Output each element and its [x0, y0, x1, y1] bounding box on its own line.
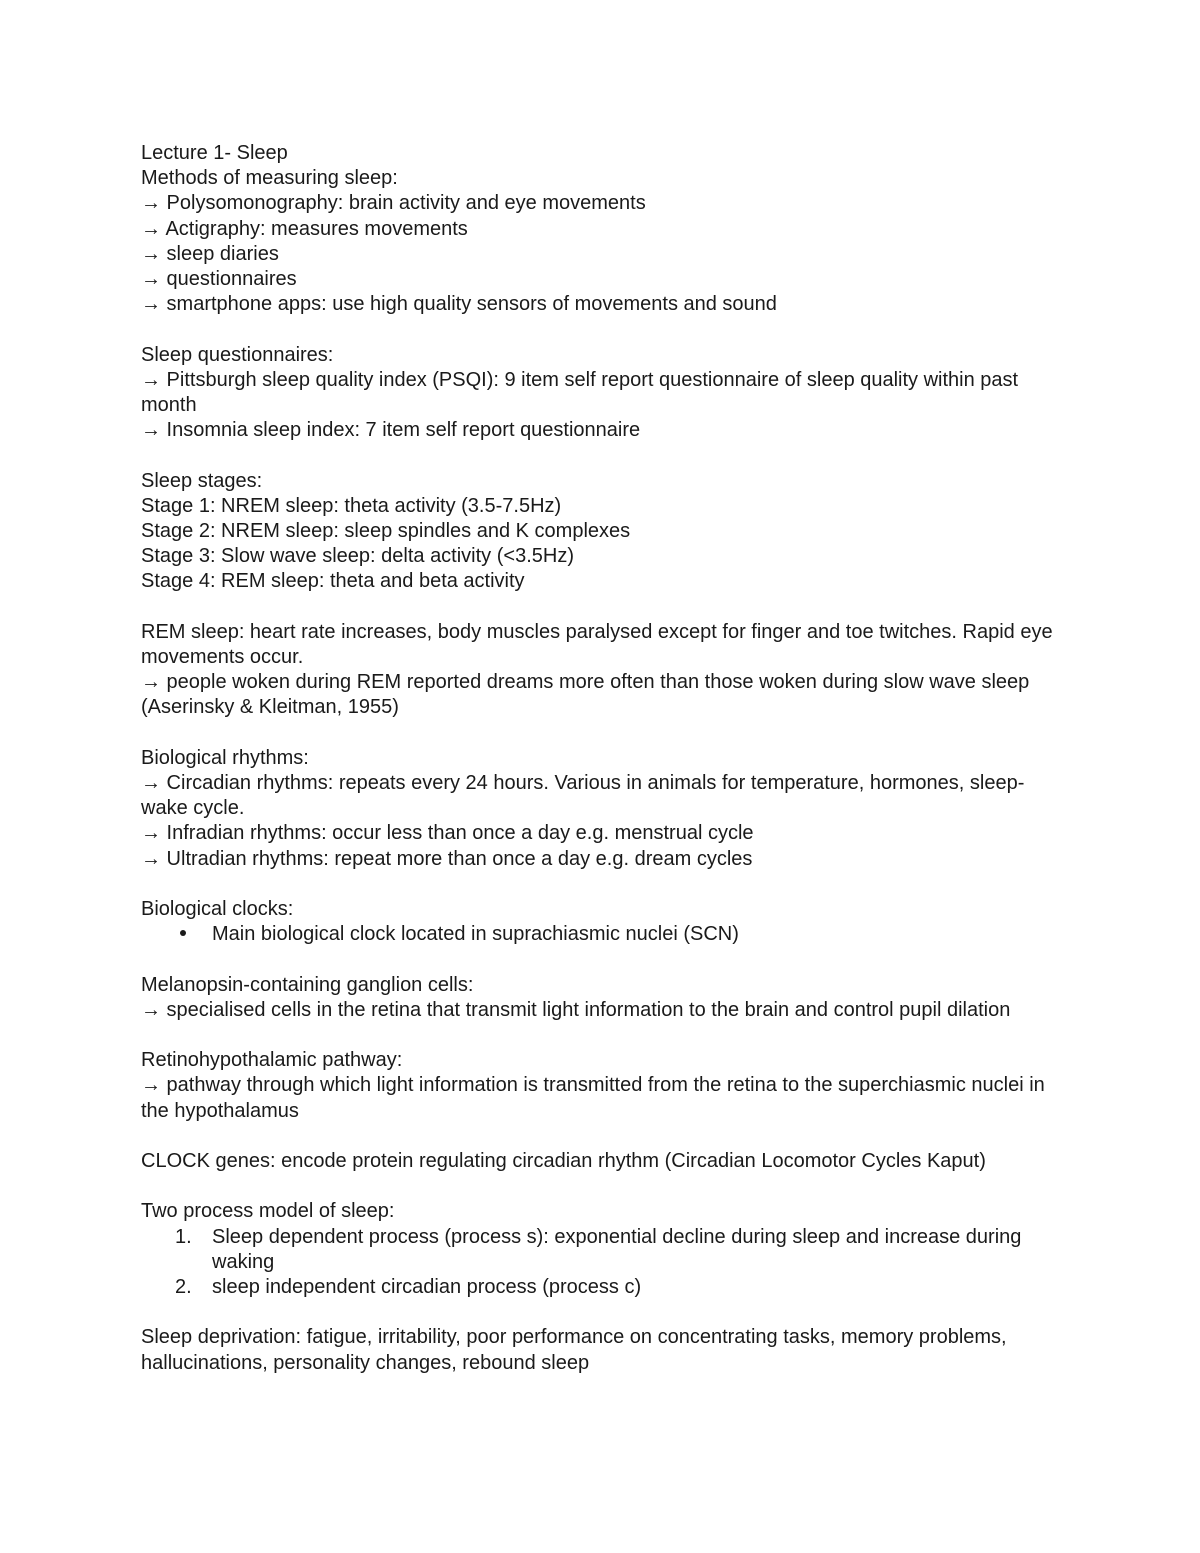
clock-genes-text: CLOCK genes: encode protein regulating circadian rhythm (Circadian Locomotor Cycles Kaput)	[141, 1150, 986, 1172]
questionnaires-item: → Insomnia sleep index: 7 item self report questionnaire	[141, 419, 641, 442]
rhythm-item: → Infradian rhythms: occur less than once a day e.g. menstrual cycle	[141, 822, 754, 845]
document-title: Lecture 1- Sleep	[141, 142, 288, 164]
measuring-item: → smartphone apps: use high quality sensors of movements and sound	[141, 293, 777, 316]
retino-item: → pathway through which light information is transmitted from the retina to the superchiasmic nuclei in the hypothalamus	[141, 1074, 1045, 1122]
list-number: 1.	[175, 1225, 192, 1248]
spacer	[141, 443, 1061, 468]
measuring-heading: Methods of measuring sleep:	[141, 167, 398, 190]
melanopsin-heading: Melanopsin-containing ganglion cells:	[141, 973, 474, 996]
stage-item: Stage 4: REM sleep: theta and beta activity	[141, 570, 525, 593]
spacer	[141, 595, 1061, 620]
numbered-text: sleep independent circadian process (process c)	[212, 1276, 642, 1298]
bullet-list-item	[141, 922, 1061, 947]
document-body	[141, 141, 1061, 1376]
numbered-list-item	[141, 1275, 1061, 1300]
spacer	[141, 872, 1061, 897]
bullet-icon	[141, 922, 212, 947]
questionnaires-item: → Pittsburgh sleep quality index (PSQI): 9 item self report questionnaire of sleep quality within past month	[141, 368, 1019, 417]
questionnaires-heading: Sleep questionnaires:	[141, 343, 334, 366]
bullet-text: Main biological clock located in suprachiasmic nuclei (SCN)	[212, 923, 739, 946]
spacer	[141, 317, 1061, 342]
clocks-heading: Biological clocks:	[141, 898, 294, 921]
spacer	[141, 947, 1061, 972]
spacer	[141, 1174, 1061, 1199]
numbered-text: Sleep dependent process (process s): exponential decline during sleep and increase during waking	[212, 1225, 1022, 1273]
two-process-heading: Two process model of sleep:	[141, 1200, 395, 1223]
measuring-item: → sleep diaries	[141, 242, 279, 265]
deprivation-text: Sleep deprivation: fatigue, irritability, poor performance on concentrating tasks, memory problems, hallucinations, personality changes, rebound sleep	[141, 1326, 1007, 1374]
measuring-item: → questionnaires	[141, 268, 297, 291]
rhythm-item: → Circadian rhythms: repeats every 24 hours. Various in animals for temperature, hormones, sleep-wake cycle.	[141, 772, 1025, 820]
spacer	[141, 1023, 1061, 1048]
spacer	[141, 1124, 1061, 1149]
rem-description: REM sleep: heart rate increases, body muscles paralysed except for finger and toe twitches. Rapid eye movements occur.	[141, 620, 1053, 669]
spacer	[141, 721, 1061, 746]
measuring-item: → Polysomonography: brain activity and eye movements	[141, 192, 646, 215]
rhythms-heading: Biological rhythms:	[141, 746, 309, 769]
stage-item: Stage 2: NREM sleep: sleep spindles and K complexes	[141, 520, 631, 543]
spacer	[141, 1300, 1061, 1325]
stages-heading: Sleep stages:	[141, 469, 263, 492]
retino-heading: Retinohypothalamic pathway:	[141, 1049, 403, 1072]
list-number: 2.	[175, 1276, 192, 1298]
numbered-list-item	[141, 1225, 1061, 1275]
melanopsin-item: → specialised cells in the retina that transmit light information to the brain and control pupil dilation	[141, 998, 1011, 1021]
rem-item: → people woken during REM reported dreams more often than those woken during slow wave sleep (Aserinsky & Kleitman, 1955)	[141, 671, 1030, 719]
stage-item: Stage 3: Slow wave sleep: delta activity (<3.5Hz)	[141, 545, 574, 568]
rhythm-item: → Ultradian rhythms: repeat more than once a day e.g. dream cycles	[141, 847, 753, 870]
stage-item: Stage 1: NREM sleep: theta activity (3.5-7.5Hz)	[141, 494, 562, 517]
measuring-item: → Actigraphy: measures movements	[141, 217, 468, 240]
